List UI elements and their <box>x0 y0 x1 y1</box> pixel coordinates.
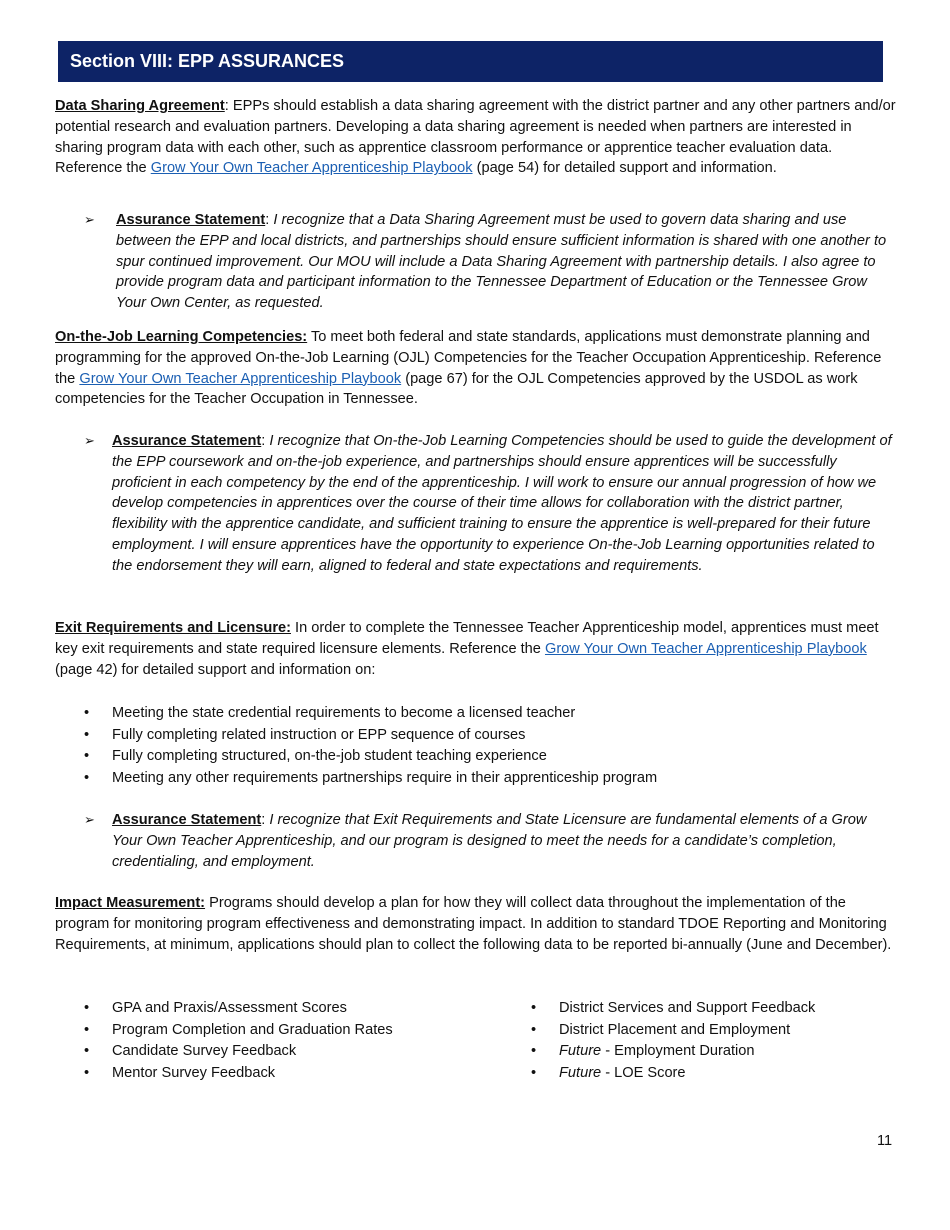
list-item: • Mentor Survey Feedback <box>84 1063 504 1085</box>
ojl-paragraph <box>55 327 897 410</box>
bullet-icon: • <box>84 1000 90 1016</box>
ojl-page-ref: (page 67) for the OJL Competencies approved by the USDOL as work competencies for the Teacher Occupation in Tennessee. <box>55 370 858 408</box>
bullet-icon: • <box>84 705 90 721</box>
section-header: Section VIII: EPP ASSURANCES <box>58 41 883 82</box>
exit-assurance: Assurance Statement: I recognize that Exit Requirements and State Licensure are fundamental elements of a Grow Your Own Teacher Apprenticeship, and our program is designed to meet the needs for a candidate’s completion, credentialing, and employment. <box>112 812 867 870</box>
bullet-icon: • <box>84 748 90 765</box>
arrow-bullet-icon: ➢ <box>84 812 95 827</box>
bullet-icon: • <box>531 1064 537 1081</box>
assurance-text: I recognize that a Data Sharing Agreement must be used to govern data sharing and use between the EPP and local districts, and partnerships should ensure sufficient information is shared with one another to spur continued improvement. Our MOU will include a Data Sharing Agreement with partnership details. I also agree to provide program data and participant information to the Tennessee Department of Education or the Tennessee Grow Your Own Center, as requested. <box>116 212 887 312</box>
bullet-icon: • <box>84 1064 90 1081</box>
list-item: • Future - LOE Score <box>531 1063 891 1085</box>
exit-page-ref: (page 42) for detailed support and information on: <box>55 661 376 678</box>
assurance-label: Assurance Statement <box>112 812 262 828</box>
data-sharing-heading: Data Sharing Agreement <box>55 98 225 114</box>
arrow-bullet-icon: ➢ <box>84 433 95 448</box>
exit-heading: Exit Requirements and Licensure: <box>55 620 291 636</box>
impact-heading: Impact Measurement: <box>55 895 206 911</box>
bullet-icon: • <box>531 1000 537 1016</box>
list-item: • Meeting the state credential requirements to become a licensed teacher <box>84 703 884 725</box>
impact-list-left <box>84 998 504 1084</box>
ojl-intro: To meet both federal and state standards, applications must demonstrate planning and programming for the approved On-the-Job Learning (OJL) Competencies for the Teacher Occupation Apprenticeship. Reference the <box>55 329 882 387</box>
impact-intro: Programs should develop a plan for how they will collect data throughout the implementation of the program for monitoring program effectiveness and demonstrating impact. In addition to standard TDOE Reporting and Monitoring Requirements, at minimum, applications should plan to collect the following data to be reported bi-annually (June and December). <box>55 895 892 953</box>
data-sharing-assurance: Assurance Statement: I recognize that a Data Sharing Agreement must be used to govern data sharing and use between the EPP and local districts, and partnerships should ensure sufficient information is shared with one another to spur continued improvement. Our MOU will include a Data Sharing Agreement with partnership details. I also agree to provide program data and participant information to the Tennessee Department of Education or the Tennessee Grow Your Own Center, as requested. <box>116 212 887 312</box>
data-sharing-intro: : EPPs should establish a data sharing agreement with the district partner and any other partners and/or potential research and evaluation partners. Developing a data sharing agreement is needed when partners are interested in sharing program data with each other, such as apprentice classroom performance or apprentice teacher evaluation data. Reference the <box>55 98 896 177</box>
playbook-link[interactable]: Grow Your Own Teacher Apprenticeship Playbook <box>544 640 867 657</box>
list-item: • District Placement and Employment <box>531 1020 891 1042</box>
bullet-icon: • <box>84 1043 90 1060</box>
data-sharing-page-ref: (page 54) for detailed support and information. <box>476 160 777 177</box>
bullet-icon: • <box>531 1021 537 1038</box>
assurance-label: Assurance Statement <box>116 212 266 228</box>
arrow-bullet-icon: ➢ <box>84 212 95 227</box>
bullet-icon: • <box>84 726 90 743</box>
assurance-label: Assurance Statement <box>112 433 262 449</box>
list-item: • GPA and Praxis/Assessment Scores <box>84 998 504 1020</box>
playbook-link[interactable]: Grow Your Own Teacher Apprenticeship Playbook <box>79 370 402 387</box>
list-item: • District Services and Support Feedback <box>531 998 891 1020</box>
data-sharing-paragraph <box>55 96 897 179</box>
list-item: • Candidate Survey Feedback <box>84 1041 504 1063</box>
bullet-icon: • <box>531 1043 537 1060</box>
exit-paragraph <box>55 618 897 680</box>
ojl-assurance: Assurance Statement: I recognize that On-the-Job Learning Competencies should be used to guide the development of the EPP coursework and on-the-job experience, and partnerships should ensure apprentices will be successfully proficient in each competency by the end of the apprenticeship. I will work to ensure our annual progression of how we develop competencies in apprentices over the course of their time allows for collaboration with the district partner, flexibility with the apprentice candidate, and sufficient training to ensure the apprentice is well-prepared for their future employment. I will ensure apprentices have the opportunity to experience On-the-Job Learning opportunities related to the endorsement they will earn, aligned to federal and state expectations and requirements. <box>112 433 892 574</box>
impact-list-right <box>531 998 891 1084</box>
bullet-icon: • <box>84 1021 90 1038</box>
page-number: 11 <box>877 1133 893 1149</box>
assurance-text: I recognize that On-the-Job Learning Competencies should be used to guide the development of the EPP coursework and on-the-job experience, and partnerships should ensure apprentices will be successfully proficient in each competency by the end of the apprenticeship. I will work to ensure our annual progression of how we develop competencies in apprentices over the course of their time allows for collaboration with the district partner, flexibility with the apprentice candidate, and sufficient training to ensure the apprentice is well-prepared for their future employment. I will ensure apprentices have the opportunity to experience On-the-Job Learning opportunities related to the endorsement they will earn, aligned to federal and state expectations and requirements. <box>112 433 892 574</box>
ojl-heading: On-the-Job Learning Competencies: <box>55 329 308 345</box>
playbook-link[interactable]: Grow Your Own Teacher Apprenticeship Playbook <box>150 160 473 177</box>
exit-intro: In order to complete the Tennessee Teacher Apprenticeship model, apprentices must meet key exit requirements and state required licensure elements. Reference the <box>55 620 879 657</box>
impact-paragraph <box>55 893 897 955</box>
list-item: • Future - Employment Duration <box>531 1041 891 1063</box>
bullet-icon: • <box>84 769 90 786</box>
list-item: • Fully completing structured, on-the-job student teaching experience <box>84 746 884 768</box>
list-item: • Fully completing related instruction or EPP sequence of courses <box>84 725 884 747</box>
list-item: • Meeting any other requirements partnerships require in their apprenticeship program <box>84 768 884 790</box>
assurance-text: I recognize that Exit Requirements and State Licensure are fundamental elements of a Grow Your Own Teacher Apprenticeship, and our program is designed to meet the needs for a candidate’s completion, credentialing, and employment. <box>112 812 867 870</box>
list-item: • Program Completion and Graduation Rates <box>84 1020 504 1042</box>
exit-requirements-list <box>84 703 884 789</box>
